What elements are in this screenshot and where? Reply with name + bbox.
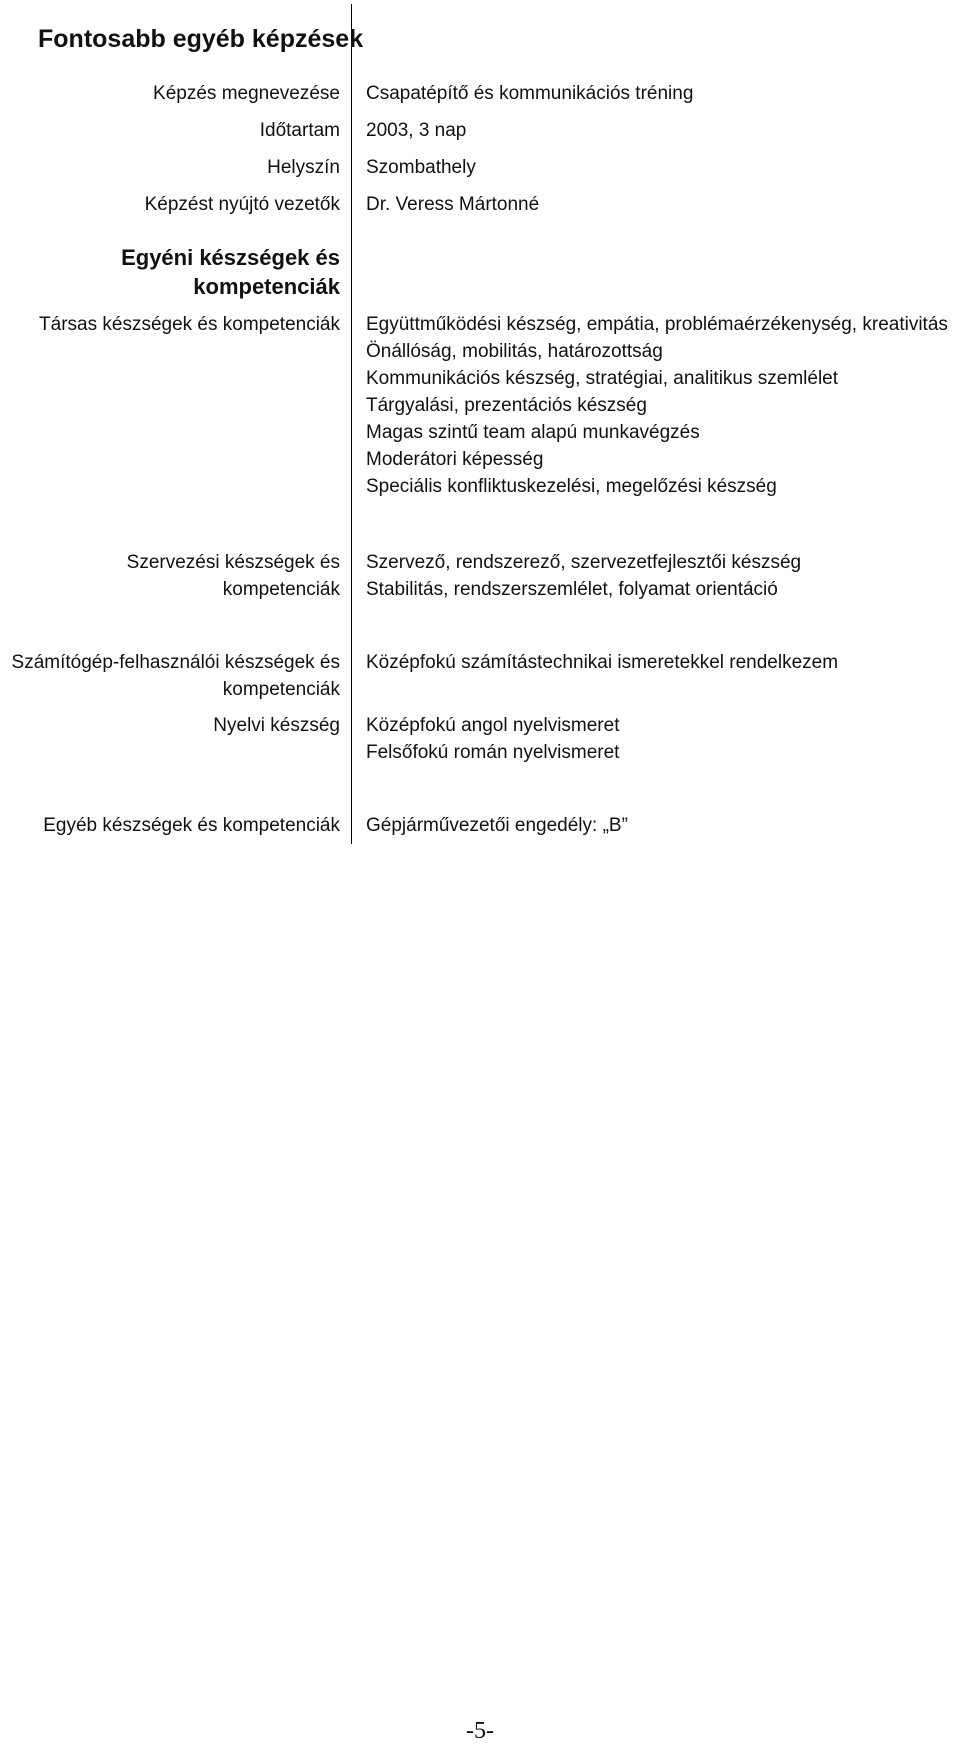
social-skill-item: Magas szintű team alapú munkavégzés [366, 422, 700, 443]
organizational-skill-item: Stabilitás, rendszerszemlélet, folyamat orientáció [366, 579, 778, 600]
driving-license-value: Gépjárművezetői engedély: „B” [366, 815, 628, 836]
organizational-skills-label-line1: Szervezési készségek és [126, 552, 340, 573]
training-name-label: Képzés megnevezése [153, 83, 340, 104]
social-skill-item: Tárgyalási, prezentációs készség [366, 395, 647, 416]
language-item: Felsőfokú román nyelvismeret [366, 742, 620, 763]
social-skills-label: Társas készségek és kompetenciák [39, 314, 340, 335]
skills-heading-line2: kompetenciák [193, 274, 340, 299]
section-title: Fontosabb egyéb képzések [38, 25, 364, 53]
training-leader-value: Dr. Veress Mártonné [366, 194, 540, 215]
computer-skills-label-line1: Számítógép-felhasználói készségek és [11, 652, 340, 673]
column-divider [351, 4, 352, 844]
training-location-value: Szombathely [366, 157, 476, 178]
training-duration-value: 2003, 3 nap [366, 120, 467, 141]
training-duration-label: Időtartam [259, 120, 340, 141]
social-skill-item: Önállóság, mobilitás, határozottság [366, 341, 663, 362]
training-leader-label: Képzést nyújtó vezetők [144, 194, 340, 215]
training-location-label: Helyszín [267, 157, 340, 178]
computer-skills-label-line2: kompetenciák [222, 679, 340, 700]
organizational-skills-label-line2: kompetenciák [222, 579, 340, 600]
page-number: -5- [466, 1718, 494, 1744]
social-skill-item: Moderátori képesség [366, 449, 544, 470]
skills-heading-line1: Egyéni készségek és [121, 245, 340, 270]
computer-skills-value: Középfokú számítástechnikai ismeretekkel rendelkezem [366, 652, 839, 673]
organizational-skill-item: Szervező, rendszerező, szervezetfejlesztői készség [366, 552, 802, 573]
social-skill-item: Speciális konfliktuskezelési, megelőzési készség [366, 476, 777, 497]
other-skills-label: Egyéb készségek és kompetenciák [43, 815, 340, 836]
language-skills-label: Nyelvi készség [213, 715, 340, 736]
language-item: Középfokú angol nyelvismeret [366, 715, 620, 736]
training-name-value: Csapatépítő és kommunikációs tréning [366, 83, 694, 104]
social-skill-item: Kommunikációs készség, stratégiai, analitikus szemlélet [366, 368, 839, 389]
social-skill-item: Együttműködési készség, empátia, problémaérzékenység, kreativitás [366, 314, 948, 335]
